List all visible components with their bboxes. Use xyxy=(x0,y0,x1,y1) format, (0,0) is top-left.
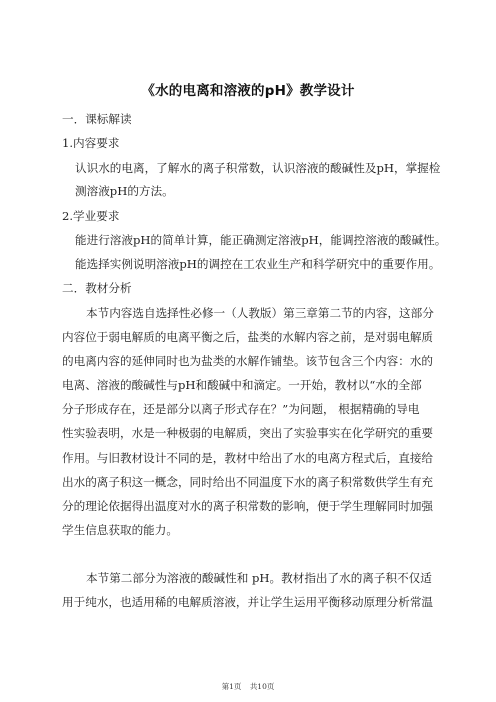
section-1-2-heading: 2.学业要求 xyxy=(62,209,120,223)
paragraph-line: 出水的离子积这一概念，同时给出不同温度下水的离子积常数供学生有充 xyxy=(62,474,434,489)
section-2-heading: 二．教材分析 xyxy=(62,281,132,295)
document-title: 《水的电离和溶液的pH》教学设计 xyxy=(141,83,355,99)
page-footer xyxy=(0,681,496,692)
section-1-2-text-line-2: 能选择实例说明溶液pH的调控在工农业生产和科学研究中的重要作用。 xyxy=(75,257,441,271)
paragraph-line: 作用。与旧教材设计不同的是，教材中给出了水的电离方程式后，直接给 xyxy=(62,450,434,465)
paragraph-line: 内容位于弱电解质的电离平衡之后，盐类的水解内容之前，是对弱电解质 xyxy=(62,330,434,345)
paragraph-line: 本节内容选自选择性必修一（人教版）第三章第二节的内容，这部分 xyxy=(86,306,434,320)
section-1-1-text-line-1: 认识水的电离，了解水的离子积常数，认识溶液的酸碱性及pH，掌握检 xyxy=(75,161,441,175)
paragraph-line: 分的理论依据得出温度对水的离子积常数的影响，便于学生理解同时加强 xyxy=(62,498,434,513)
page-total: 共10页 xyxy=(249,682,275,691)
section-1-1-text-line-2: 测溶液pH的方法。 xyxy=(75,184,174,198)
page-number: 第1页 xyxy=(221,682,242,691)
section-2-paragraph-1 xyxy=(62,301,434,542)
paragraph-line: 本节第二部分为溶液的酸碱性和 pH。教材指出了水的离子积不仅适 xyxy=(86,571,432,585)
paragraph-line: 电离、溶液的酸碱性与pH和酸碱中和滴定。一开始，教材以“水的全部 xyxy=(62,378,422,393)
paragraph-line: 性实验表明，水是一种极弱的电解质，突出了实验事实在化学研究的重要 xyxy=(62,426,434,441)
paragraph-line: 学生信息获取的能力。 xyxy=(62,522,178,537)
section-2-paragraph-2 xyxy=(62,566,434,614)
section-1-heading: 一．课标解读 xyxy=(62,112,132,126)
section-1-2-text-line-1: 能进行溶液pH的简单计算，能正确测定溶液pH，能调控溶液的酸碱性。 xyxy=(75,233,447,247)
paragraph-line: 用于纯水，也适用稀的电解质溶液，并让学生运用平衡移动原理分析常温 xyxy=(62,595,434,610)
paragraph-line: 分子形成存在，还是部分以离子形式存在？”为问题， 根据精确的导电 xyxy=(62,402,420,417)
section-1-1-heading: 1.内容要求 xyxy=(62,136,120,150)
paragraph-line: 的电离内容的延伸同时也为盐类的水解作铺垫。该节包含三个内容：水的 xyxy=(62,354,434,369)
